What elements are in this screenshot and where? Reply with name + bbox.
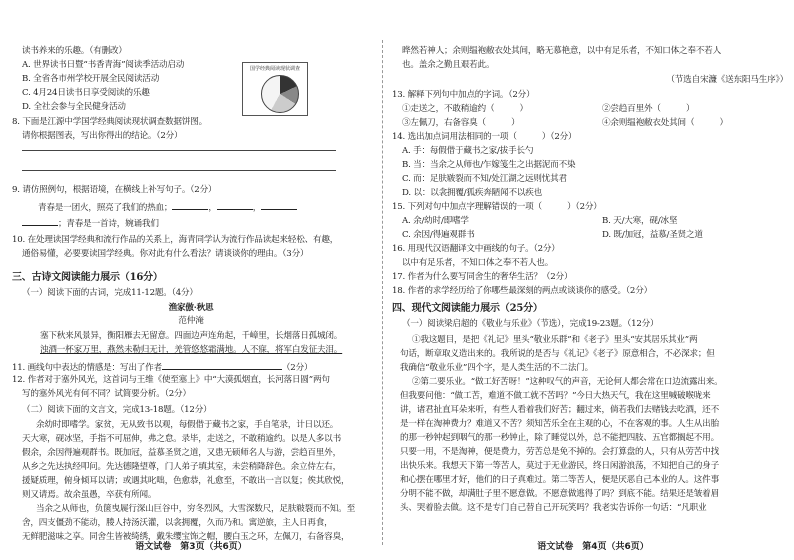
essay-line: ①我这题目，是把《礼记》里头“敬业乐群”和《老子》里头“安其居乐其业”两: [412, 335, 698, 345]
question-16: 16. 用现代汉语翻译文中画线的句子。（2分）: [392, 244, 560, 254]
prose-line: 晔然若神人；余则缊袍敝衣处其间，略无慕艳意，以中有足乐者，不知口体之奉不若人: [402, 46, 721, 56]
prose-line: 也。盖余之勤且艰若此。: [402, 60, 495, 70]
prose-line: 则又请焉。故余虽愚，卒获有所闻。: [22, 490, 157, 500]
q13-item-3: ③左佩刀，右备容臭（ ）: [402, 118, 520, 128]
pie-chart-title: 国学经典阅读现状调查: [249, 66, 300, 72]
question-10: 10. 在处理读国学经典和流行作品的关系上，海青同学认为流行作品读起来轻松、有趣，: [12, 235, 339, 245]
question-10-cont: 通俗易懂，必要要读国学经典。你对此有什么看法？请谈谈你的理由。（3分）: [22, 249, 309, 259]
question-11: 11. 画线句中表达的情感是：写出了作者 （2分）: [12, 360, 312, 374]
essay-line: 是一样在淘神费力？难道又不苦？须知苦乐全在主观的心，不在客观的事。人生从出胎: [400, 419, 719, 429]
question-9-sentence-2: ；青春是一首诗，婉诵我们: [22, 216, 159, 230]
q15-option-d: D. 既/加冠，益慕/圣贤之道: [602, 230, 703, 240]
essay-line: 分明不能不做，却满肚子里不愿意做。不愿意做逃得了吗？到底不能。结果还是皱着眉: [400, 489, 719, 499]
source-citation: （节选自宋濂《送东阳马生序》）: [666, 75, 788, 85]
question-8-prompt: 请你根据图表，写出你得出的结论。（2分）: [22, 131, 183, 141]
prose-line: 天大寒，砚冰坚，手指不可屈伸，弗之怠。录毕，走送之，不敢稍逾约。以是人多以书: [22, 434, 341, 444]
poem-author: 范仲淹: [178, 316, 204, 326]
question-9-sentence-1: 青春是一团火，照亮了我们的热血； ， ，: [38, 200, 297, 214]
q16-sentence: 以中有足乐者，不知口体之奉不若人也。: [402, 258, 554, 268]
essay-line: 我确信“敬业乐业”四个字，是人类生活的不二法门。: [400, 363, 594, 373]
fill-blank[interactable]: [217, 200, 253, 210]
q14-option-c: C. 而：足肤皲裂而不知/处江湖之远则忧其君: [402, 174, 567, 184]
subsection-2-intro: （二）阅读下面的文言文，完成13-18题。（12分）: [22, 405, 212, 415]
prose-line: 舍，四支僵劲不能动，媵人持汤沃灌，以衾拥覆，久而乃和。寓逆旅，主人日再食，: [22, 518, 333, 528]
page-footer: 语文试卷 第4页（共6页）: [537, 542, 649, 552]
question-9: 9. 请仿照例句，根据语境，在横线上补写句子。（2分）: [12, 185, 217, 195]
section-4-heading: 四、现代文阅读能力展示（25分）: [392, 303, 543, 314]
section-4-intro: （一）阅读梁启超的《敬业与乐业》（节选），完成19-23题。（12分）: [402, 319, 659, 329]
essay-line: ②第二要乐业。“做工好苦呀！”这种叹气的声音，无论何人都会常在口边流露出来。: [412, 377, 723, 387]
poem-line-1: 塞下秋来风景异，衡阳雁去无留意。四面边声连角起，千嶂里，长烟落日孤城闭。: [40, 331, 343, 341]
question-17: 17. 作者为什么要写同舍生的奢华生活？（2分）: [392, 272, 573, 282]
pie-chart-slices: [261, 75, 299, 113]
question-12-cont: 写的塞外风光有何不同？试简要分析。（2分）: [22, 389, 191, 399]
subsection-1-intro: （一）阅读下面的古词，完成11-12题。（4分）: [22, 288, 198, 298]
q13-item-1: ①走送之，不敢稍逾约（ ）: [402, 104, 528, 114]
question-15: 15. 下列对句中加点字理解错误的一项（ ）（2分）: [392, 202, 602, 212]
essay-line: 出快乐来。我想天下第一等苦人，莫过于无业游民，终日闲游浪荡，不知把自己的身子: [400, 461, 719, 471]
fill-blank[interactable]: [162, 360, 282, 370]
prose-line: 援疑质理，俯身倾耳以请；或遇其叱咄，色愈恭，礼愈至，不敢出一言以复；俟其欣悦，: [22, 476, 350, 486]
q13-item-4: ④余则缊袍敝衣处其间（ ）: [602, 118, 728, 128]
essay-line: 句话，断章取义造出来的。我所说的是否与《礼记》《老子》原意相合，不必深求；但: [400, 349, 715, 359]
essay-line: 讲，诸君扯直耳朵来听，有些人看着我们好苦；翻过来，倘若我们去赌钱去吃酒，还不: [400, 405, 719, 415]
q15-option-c: C. 余因/得遍观群书: [402, 230, 475, 240]
prose-line: 无鲜肥滋味之享。同舍生皆被绮绣，戴朱缨宝饰之帽，腰白玉之环，左佩刀，右备容臭，: [22, 532, 350, 542]
fill-blank[interactable]: [261, 200, 297, 210]
fill-blank[interactable]: [22, 216, 58, 226]
poem-title: 渔家傲·秋思: [168, 303, 214, 313]
essay-line: 只要一用，不是淘神，便是费力，劳苦总是免不掉的。会打算盘的人，只有从劳苦中找: [400, 447, 719, 457]
question-18: 18. 作者的求学经历给了你哪些最深刻的两点或谈谈你的感受。（2分）: [392, 286, 652, 296]
option-b: B. 全省各市州学校开展全民阅读活动: [22, 74, 160, 84]
essay-line: 头、哭着脸去做。这不是专门自己替自己开玩笑吗？我老实告诉你一句话：“凡职业: [400, 503, 707, 513]
prose-line: 余幼时即嗜学。家贫，无从致书以观，每假借于藏书之家，手自笔录，计日以还。: [36, 420, 339, 430]
option-c: C. 4月24日读书日享受阅读的乐趣: [22, 88, 150, 98]
q15-option-a: A. 余/幼时/即嗜学: [402, 216, 469, 226]
reading-survey-pie-chart: [242, 62, 308, 116]
q14-option-b: B. 当：当余之从师也/乍嫁笺生之出据泥而不染: [402, 160, 576, 170]
answer-line: [22, 150, 336, 151]
question-12: 12. 作者对于塞外风光，这首词与王维《使至塞上》中“大漠孤烟直，长河落日圆”两句: [12, 375, 330, 385]
prose-line: 假余，余因得遍观群书。既加冠，益慕圣贤之道，又患无硕师名人与游，尝趋百里外，: [22, 448, 341, 458]
exam-page-3: [0, 0, 382, 560]
option-a: A. 世界读书日暨“书香青海”阅读季活动启动: [22, 60, 185, 70]
prose-line: 当余之从师也，负箧曳屣行深山巨谷中，穷冬烈风，大雪深数尺，足肤皲裂而不知。至: [36, 504, 355, 514]
answer-line: [22, 170, 336, 171]
q13-item-2: ②尝趋百里外（ ）: [602, 104, 695, 114]
page-footer: 语文试卷 第3页（共6页）: [135, 542, 247, 552]
option-d: D. 全社会参与全民健身活动: [22, 102, 126, 112]
prose-line: 从乡之先达执经叩问。先达德隆望尊，门人弟子填其室，未尝稍降辞色。余立侍左右，: [22, 462, 341, 472]
essay-line: 的那一秒钟起到咽气的那一秒钟止，除了睡觉以外，总不能把四肢、五官都搁起不用。: [400, 433, 719, 443]
essay-line: 和心摆在哪里才好，他们的日子真难过。第二等苦人，便是厌恶自己本业的人。这件事: [400, 475, 719, 485]
question-14: 14. 选出加点词用法相同的一项（ ）（2分）: [392, 132, 577, 142]
essay-line: 但我要问他：“做工苦，难道不做工就不苦吗？”今日大热天气，我在这里喊破喉咙来: [400, 391, 711, 401]
exam-page-4: [392, 0, 794, 560]
q14-option-a: A. 手：每假借于藏书之家/拔手长勺: [402, 146, 534, 156]
section-3-heading: 三、古诗文阅读能力展示（16分）: [12, 272, 163, 283]
poem-line-2: 浊酒一杯家万里，燕然未勒归无计，羌管悠悠霜满地。人不寐，将军白发征夫泪。: [40, 345, 343, 355]
fill-blank[interactable]: [172, 200, 208, 210]
question-8: 8. 下面是江源中学国学经典阅读现状调查数据饼图。: [12, 117, 207, 127]
q14-option-d: D. 以：以衾拥覆/狐疾奔陋闻不以疾也: [402, 188, 543, 198]
page-divider: [382, 40, 383, 545]
q15-option-b: B. 天/大寒，砚/冰坚: [602, 216, 678, 226]
question-13: 13. 解释下列句中加点的字词。（2分）: [392, 90, 535, 100]
text-line: 读书养来的乐趣。（有删改）: [22, 46, 127, 56]
